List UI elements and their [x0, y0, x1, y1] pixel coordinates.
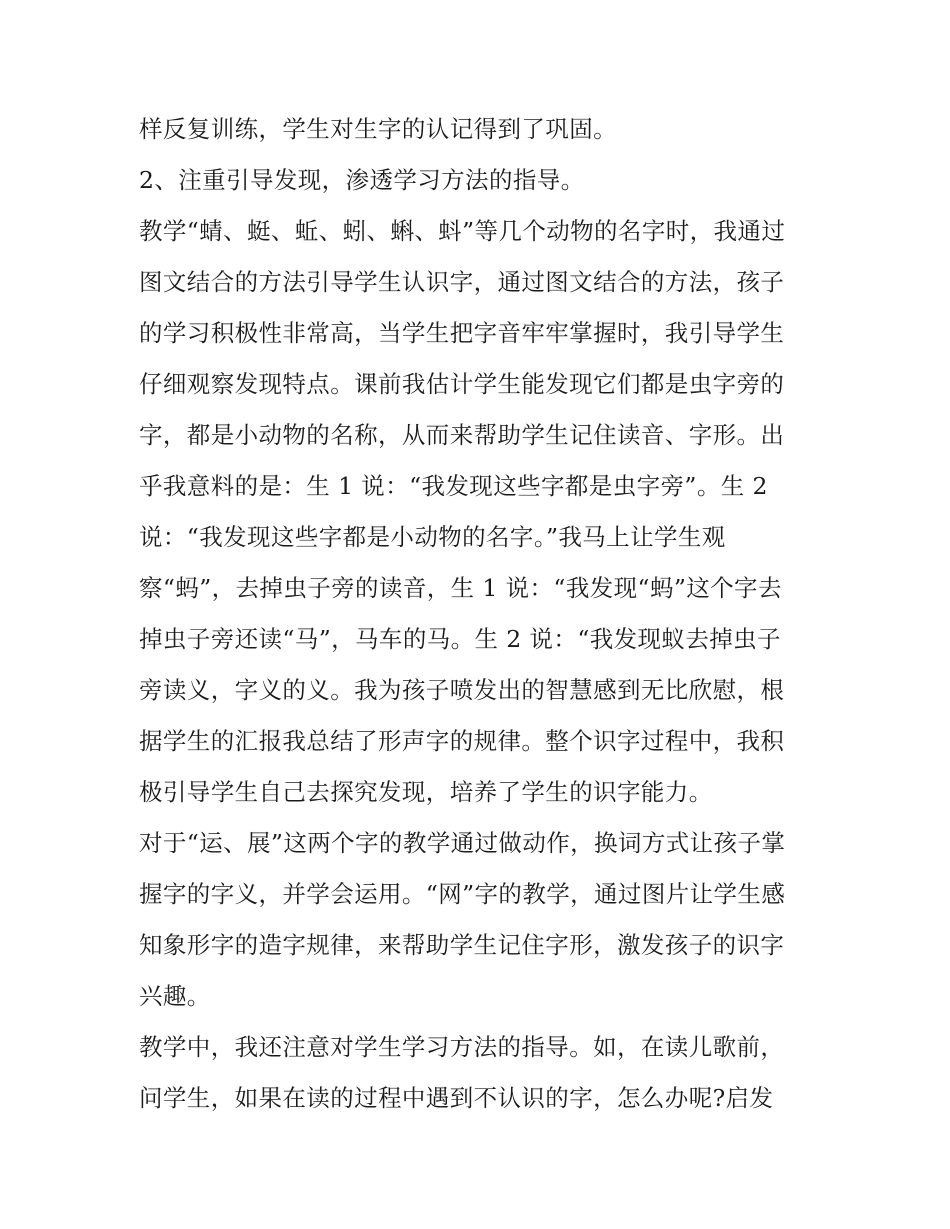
- text-line: 问学生，如果在读的过程中遇到不认识的字，怎么办呢?启发: [139, 1084, 774, 1112]
- text-line: 旁读义，字义的义。我为孩子喷发出的智慧感到无比欣慰，根: [139, 676, 785, 704]
- text-line: 仔细观察发现特点。课前我估计学生能发现它们都是虫字旁的: [139, 370, 785, 398]
- text-line: 知象形字的造字规律，来帮助学生记住字形，激发孩子的识字: [139, 931, 785, 959]
- text-line: 极引导学生自己去探究发现，培养了学生的识字能力。: [139, 778, 713, 806]
- text-line: 字，都是小动物的名称，从而来帮助学生记住读音、字形。出: [139, 421, 785, 449]
- text-line: 说：“我发现这些字都是小动物的名字。”我马上让学生观: [139, 523, 726, 551]
- document-body: [139, 104, 819, 1124]
- text-line: 据学生的汇报我总结了形声字的规律。整个识字过程中，我积: [139, 727, 785, 755]
- text-line: 教学中，我还注意对学生学习方法的指导。如，在读儿歌前，: [139, 1033, 785, 1061]
- text-line: 的学习积极性非常高，当学生把字音牢牢掌握时，我引导学生: [139, 319, 785, 347]
- text-line: 掉虫子旁还读“马”，马车的马。生 2 说：“我发现蚁去掉虫子: [139, 625, 781, 653]
- text-line: 教学“蜻、蜓、蚯、蚓、蝌、蚪”等几个动物的名字时，我通过: [139, 217, 786, 245]
- text-line: 样反复训练，学生对生字的认记得到了巩固。: [139, 115, 617, 143]
- text-line: 握字的字义，并学会运用。“网”字的教学，通过图片让学生感: [139, 880, 786, 908]
- text-line: 兴趣。: [139, 982, 211, 1010]
- section-heading: 2、注重引导发现，渗透学习方法的指导。: [139, 166, 585, 194]
- text-line: 图文结合的方法引导学生认识字，通过图文结合的方法，孩子: [139, 268, 785, 296]
- text-line: 察“蚂”，去掉虫子旁的读音，生 1 说：“我发现“蚂”这个字去: [139, 574, 782, 602]
- text-line: 对于“运、展”这两个字的教学通过做动作，换词方式让孩子掌: [139, 829, 786, 857]
- text-line: 乎我意料的是：生 1 说：“我发现这些字都是虫字旁”。生 2: [139, 472, 768, 500]
